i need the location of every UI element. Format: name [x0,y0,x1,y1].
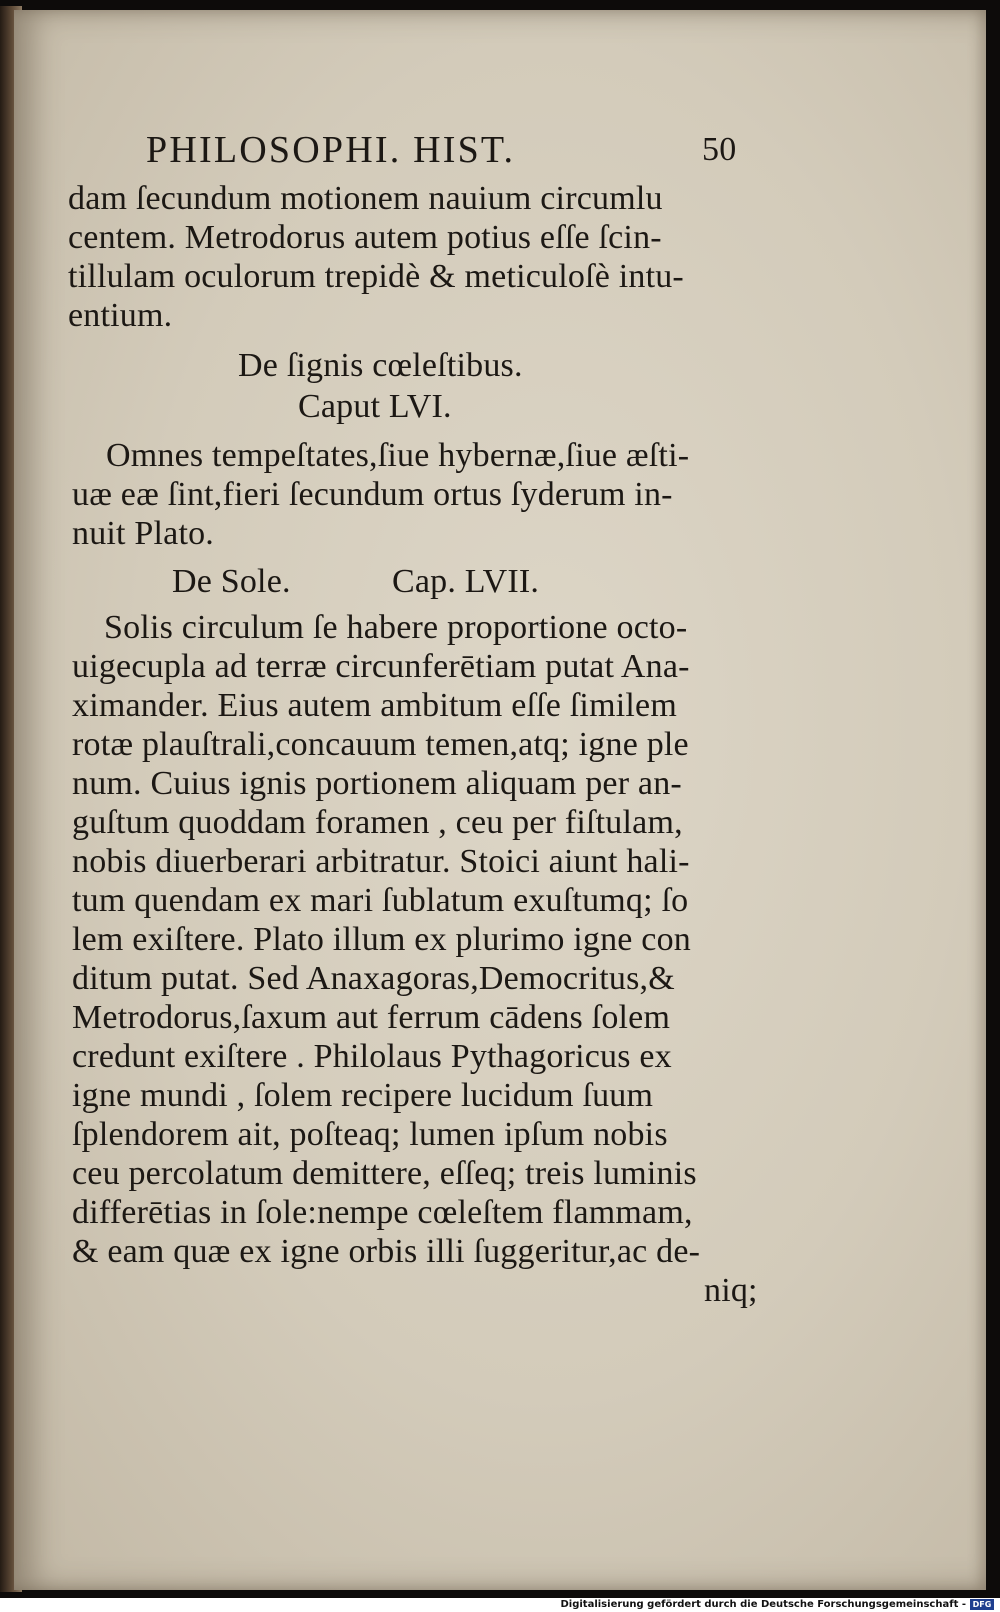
footer-credit: Digitalisierung gefördert durch die Deutsche Forschungsgemeinschaft - [560,1599,966,1610]
text-line: credunt exiſtere . Philolaus Pythagoricus ex [72,1038,672,1075]
catchword: niq; [704,1272,758,1309]
text-line: num. Cuius ignis portionem aliquam per an- [72,765,682,802]
text-line: igne mundi , ſolem recipere lucidum ſuum [72,1077,654,1114]
section-heading-title: De ſignis cœleſtibus. [238,347,523,384]
text-line: uæ eæ ſint,fieri ſecundum ortus ſyderum in- [72,476,673,513]
section-heading-chapter: Cap. LVII. [392,563,540,600]
section-heading-chapter: Caput LVI. [298,388,452,425]
text-line: differētias in ſole:nempe cœleſtem flammam, [72,1194,693,1231]
digitization-footer [0,1598,1000,1612]
dfg-logo: DFG [970,1599,994,1610]
text-line: lem exiſtere. Plato illum ex plurimo igne con [72,921,691,958]
text-line: entium. [68,297,173,334]
text-line: tillulam oculorum trepidè & meticuloſè intu- [68,258,684,295]
text-line: ſplendorem ait, poſteaq; lumen ipſum nobis [72,1116,668,1153]
text-line: centem. Metrodorus autem potius eſſe ſcin- [68,219,662,256]
text-line: Omnes tempeſtates,ſiue hybernæ,ſiue æſti- [106,437,690,474]
text-line: nuit Plato. [72,515,214,552]
text-line: guſtum quoddam foramen , ceu per fiſtulam, [72,804,683,841]
text-line: Solis circulum ſe habere proportione octo- [104,609,688,646]
text-line: Metrodorus,ſaxum aut ferrum cādens ſolem [72,999,671,1036]
text-line: ceu percolatum demittere, eſſeq; treis luminis [72,1155,697,1192]
page-number: 50 [702,131,737,168]
text-line: & eam quæ ex igne orbis illi ſuggeritur,ac de- [72,1233,701,1270]
section-heading-title: De Sole. [172,563,291,600]
text-line: dam ſecundum motionem nauium circumlu [68,180,663,217]
text-line: nobis diuerberari arbitratur. Stoici aiunt hali- [72,843,690,880]
text-line: tum quendam ex mari ſublatum exuſtumq; ſo [72,882,689,919]
text-line: uigecupla ad terræ circunferētiam putat Ana- [72,648,690,685]
text-line: ditum putat. Sed Anaxagoras,Democritus,& [72,960,675,997]
text-line: rotæ plauſtrali,concauum temen,atq; igne ple [72,726,689,763]
text-line: ximander. Eius autem ambitum eſſe ſimilem [72,687,677,724]
running-head-title: PHILOSOPHI. HIST. [146,129,516,171]
